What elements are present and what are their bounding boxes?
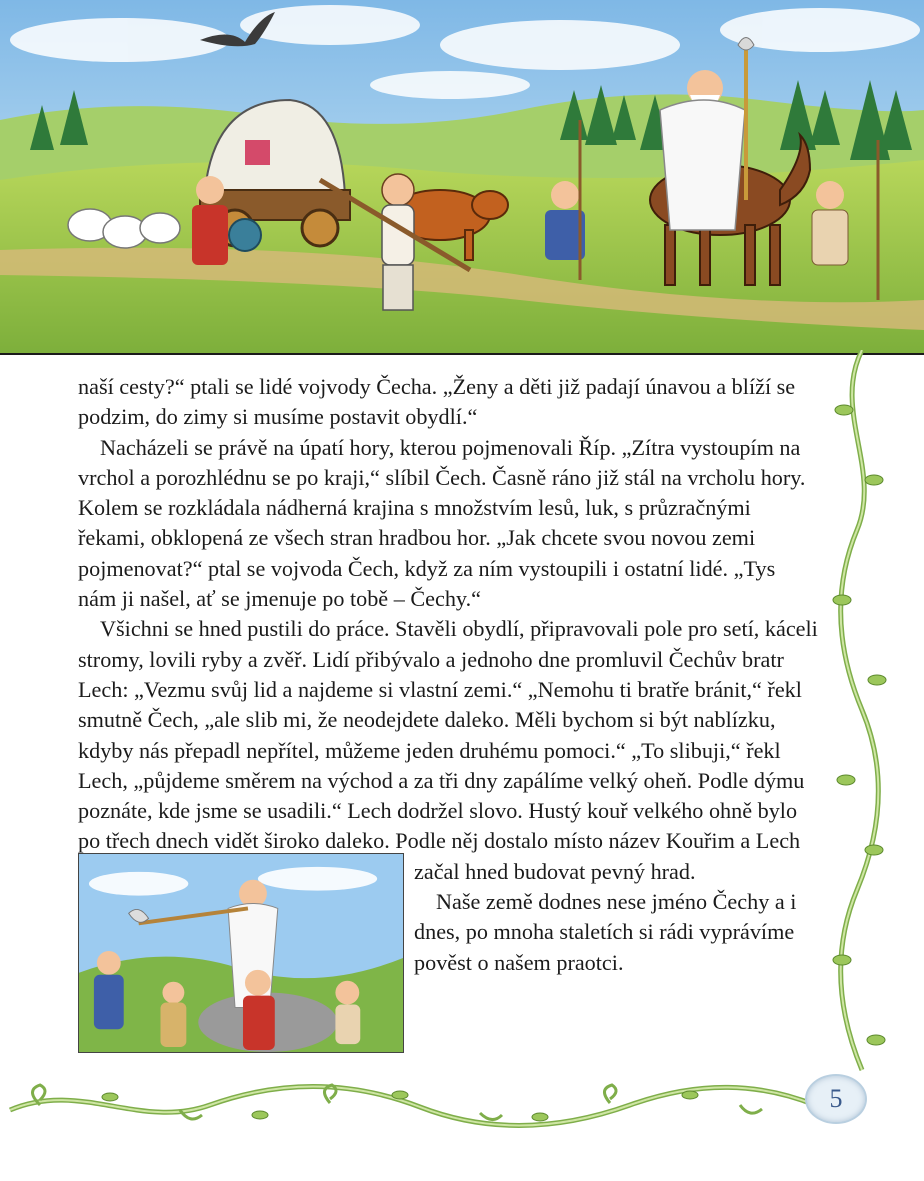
story-paragraph: naší cesty?“ ptali se lidé vojvody Čecha. „Ženy a děti již padají únavou a blíží se podzim, do zimy si musíme postavit obydlí.“ [78, 374, 796, 430]
page-number-badge [805, 1074, 867, 1124]
rip-mountain-illustration [78, 853, 404, 1053]
vine-border-bottom [0, 1075, 820, 1135]
story-paragraph: Naše země dodnes nese jméno Čechy a i dnes, po mnoha staletích si rádi vyprávíme pověst o našem praotci. [414, 889, 797, 975]
illustration-bottom-border [0, 353, 924, 355]
page-number: 5 [829, 1084, 843, 1113]
vine-border-right [822, 350, 892, 1100]
story-paragraph: Všichni se hned pustili do práce. Stavěli obydlí, připravovali pole pro setí, káceli stromy, lovili ryby a zvěř. Lidí přibývalo a jednoho dne promluvil Čechův bratr Lech: „Vezmu svůj lid a najdeme si vlastní zemi.“ „Nemohu ti bratře bránit,“ řekl smutně Čech, „ale slib mi, že neodejdete daleko. Měli bychom si být nablízku, kdyby nás přepadl nepřítel, můžeme jeden druhému pomoci.“ „To slibuji,“ řekl Lech, „půjdeme směrem na východ a za tři dny zapálíme velký oheň. Podle dýmu poznáte, kde jsme se usadili.“ Lech dodržel slovo. Hustý kouř velkého ohně bylo po třech dnech vidět široko daleko. Podle něj dostalo místo název Kouřim a Lech začal hned budovat pevný hrad. [78, 616, 818, 884]
story-paragraph: Nacházeli se právě na úpatí hory, kterou pojmenovali Říp. „Zítra vystoupím na vrchol a porozhlédnu se po kraji,“ slíbil Čech. Časně ráno již stál na vrcholu hory. Kolem se rozkládala nádherná krajina s množstvím lesů, luk, s průzračnými řekami, obklopená ze všech stran hradbou hor. „Jak chcete svou novou zemi pojmenovat?“ ptal se vojvoda Čech, když za ním vystoupili i ostatní lidé. „Tys nám ji našel, ať se jmenuje po tobě – Čechy.“ [78, 434, 806, 612]
migration-procession-illustration [0, 0, 924, 354]
